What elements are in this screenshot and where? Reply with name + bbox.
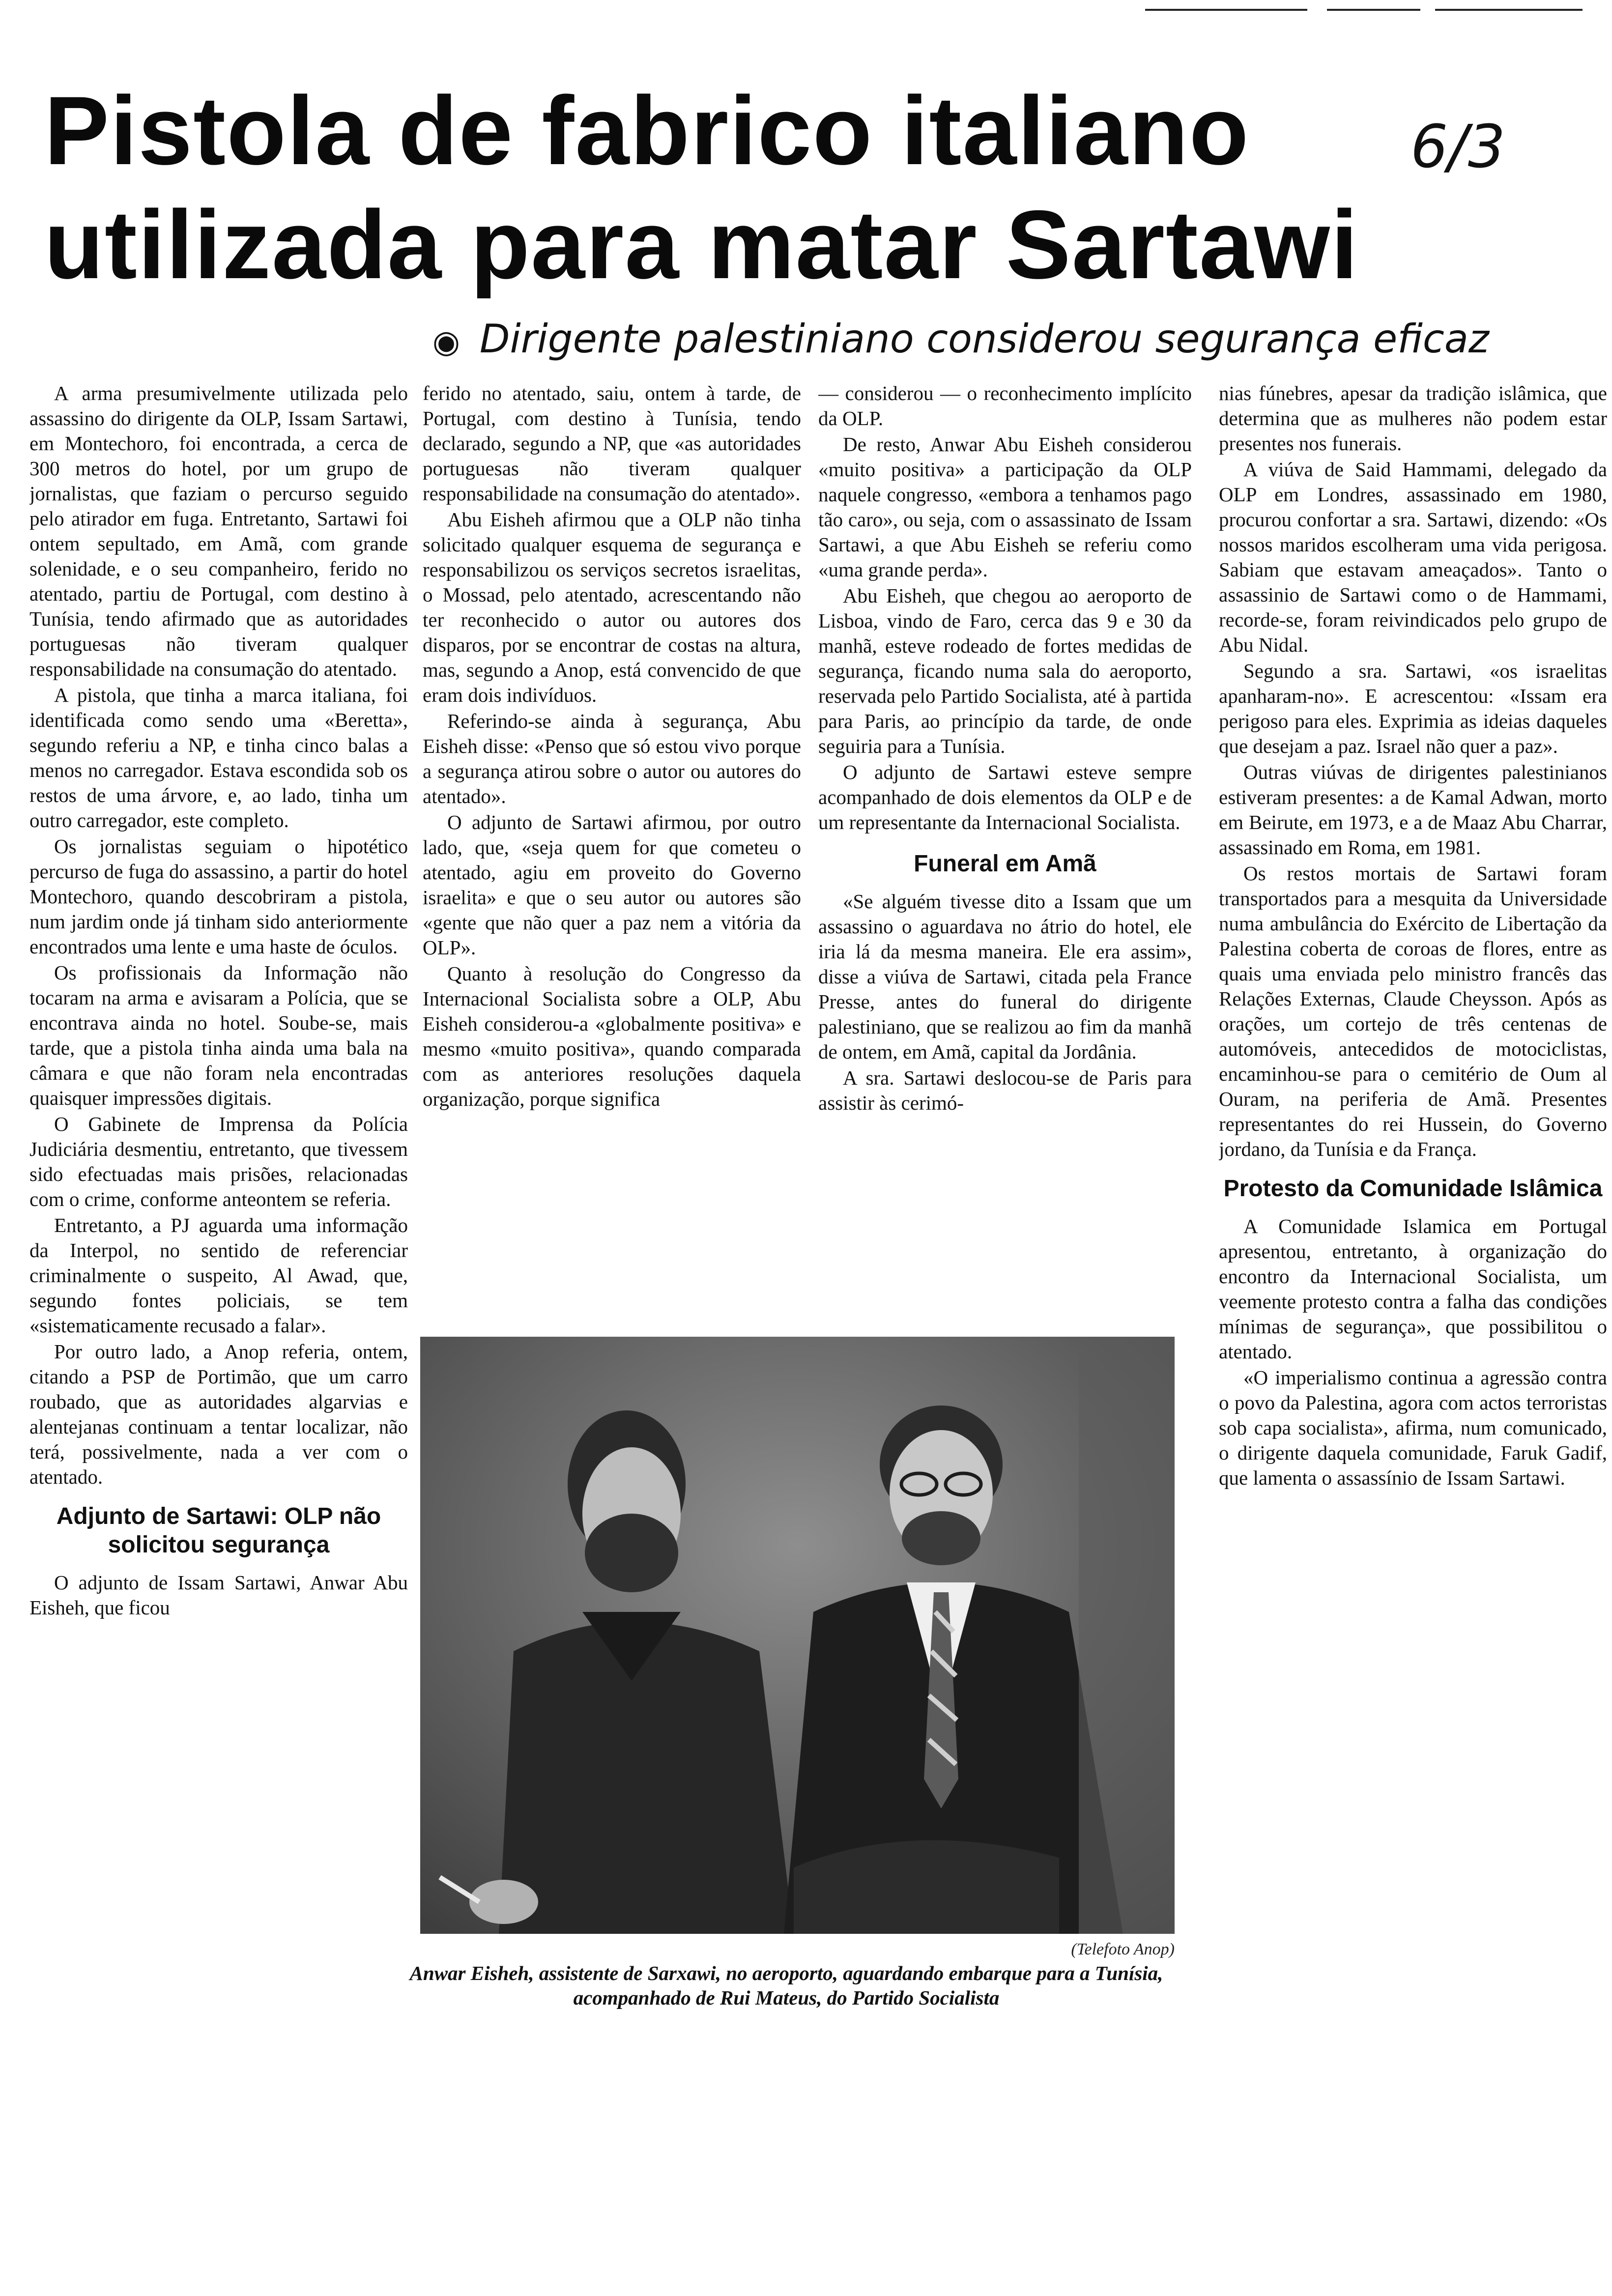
paragraph: Abu Eisheh, que chegou ao aeroporto de Lisboa, vindo de Faro, cerca das 9 e 30 da manhã, esteve rodeado de fortes medidas de segurança, ficando numa sala do aeroporto, reservada pelo Partido Socialista, até à partida para Paris, ao princípio da tarde, de onde seguiria para a Tunísia. (818, 584, 1192, 757)
paragraph: O adjunto de Sartawi esteve sempre acompanhado de dois elementos da OLP e de um representante da Internacional Socialista. (818, 761, 1192, 833)
article-column-1 (29, 381, 408, 2130)
paragraph: Entretanto, a PJ aguarda uma informação da Interpol, no sentido de referenciar criminalmente o suspeito, Al Awad, que, segundo fontes policiais, se tem «sistematicamente recusado a falar». (29, 1214, 408, 1337)
paragraph: A Comunidade Islamica em Portugal apresentou, entretanto, à organização do encontro da Internacional Socialista, um veemente protesto contra a falha das condições mínimas de segurança», que possibilitou o atentado. (1219, 1215, 1607, 1363)
top-rule (1435, 9, 1583, 11)
article-column-2 (423, 381, 801, 1324)
paragraph: De resto, Anwar Abu Eisheh considerou «muito positiva» a participação da OLP naquele congresso, «embora a tenhamos pago tão caro», ou seja, com o assassinato de Issam Sartawi, a que Abu Eisheh se referiu como «uma grande perda». (818, 433, 1192, 581)
section-heading: Protesto da Comunidade Islâmica (1223, 1176, 1603, 1202)
photo-credit: (Telefoto Anop) (1071, 1940, 1175, 1958)
subheadline-text: Dirigente palestiniano considerou segurança eficaz (479, 316, 1489, 362)
article-column-3 (818, 381, 1192, 1322)
handwritten-annotation: 6/3 (1410, 113, 1506, 181)
headline (44, 74, 1506, 302)
top-rule (1327, 9, 1420, 11)
section-heading: Funeral em Amã (914, 851, 1096, 877)
paragraph: Referindo-se ainda à segurança, Abu Eisheh disse: «Penso que só estou vivo porque a segurança atirou sobre o autor ou autores do atentado». (423, 710, 801, 807)
paragraph: O Gabinete de Imprensa da Polícia Judiciária desmentiu, entretanto, que tivessem sido efectuadas mais prisões, relacionadas com o crime, conforme anteontem se referia. (29, 1113, 408, 1210)
section-heading: Adjunto de Sartawi: OLP não solicitou segurança (56, 1503, 381, 1558)
paragraph: O adjunto de Sartawi afirmou, por outro lado, que, «seja quem for que cometeu o atentado, agiu em proveito do Governo israelita» e que o seu autor ou autores são «gente que não quer a paz nem a vitória da OLP». (423, 811, 801, 959)
paragraph: Por outro lado, a Anop referia, ontem, citando a PSP de Portimão, que um carro roubado, que as autoridades algarvias e alentejanas continuam a tentar localizar, não terá, possivelmente, nada a ver com o atentado. (29, 1340, 408, 1488)
photo-illustration (420, 1337, 1175, 1934)
paragraph: Os jornalistas seguiam o hipotético percurso de fuga do assassino, a partir do hotel Montechoro, quando descobriram a pistola, num jardim onde já tinham sido anteriormente encontrados uma lente e uma haste de óculos. (29, 835, 408, 958)
paragraph: — considerou — o reconhecimento implícito da OLP. (818, 382, 1192, 430)
paragraph: Abu Eisheh afirmou que a OLP não tinha solicitado qualquer esquema de segurança e responsabilizou os serviços secretos israelitas, o Mossad, pelo atentado, acrescentando não ter reconhecido o autor ou autores dos disparos, por se encontrar de costas na altura, mas, segundo a Anop, está convencido de que eram dois indivíduos. (423, 508, 801, 706)
paragraph: Quanto à resolução do Congresso da Internacional Socialista sobre a OLP, Abu Eisheh considerou-a «globalmente positiva» e mesmo «muito positiva», quando comparada com as anteriores resoluções daquela organização, porque significa (423, 962, 801, 1110)
article-column-4 (1219, 381, 1607, 2037)
headline-line-2: utilizada para matar Sartawi (44, 190, 1359, 299)
paragraph: A pistola, que tinha a marca italiana, foi identificada como sendo uma «Beretta», segundo referiu a NP, e tinha cinco balas a menos no carregador. Estava escondida sob os restos de uma árvore, e, ao lado, tinha um outro carregador, este completo. (29, 684, 408, 832)
headline-line-1: Pistola de fabrico italiano (44, 76, 1250, 185)
paragraph: ferido no atentado, saiu, ontem à tarde, de Portugal, com destino à Tunísia, tendo declarado, segundo a NP, que «as autoridades portuguesas não tiveram qualquer responsabilidade na consumação do atentado». (423, 382, 801, 505)
photo-caption: Anwar Eisheh, assistente de Sarxawi, no aeroporto, aguardando embarque para a Tunísia, acompanhado de Rui Mateus, do Partido Socialista (409, 1962, 1163, 2009)
paragraph: «Se alguém tivesse dito a Issam que um assassino o aguardava no átrio do hotel, ele iria lá da mesma maneira. Ele era assim», disse a viúva de Sartawi, citada pela France Presse, antes do funeral do dirigente palestiniano, que se realizou ao fim da manhã de ontem, em Amã, capital da Jordânia. (818, 890, 1192, 1063)
paragraph: Os restos mortais de Sartawi foram transportados para a mesquita da Universidade numa ambulância do Exército de Libertação da Palestina coberta de coroas de flores, entre as quais uma enviada pelo ministro francês das Relações Externas, Claude Cheysson. Após as orações, um cortejo de três centenas de automóveis, antecedidos de motociclistas, encaminhou-se para o cemitério de Oum al Ouram, na periferia de Amã. Presentes representantes do rei Hussein, do Governo jordano, da Tunísia e da França. (1219, 862, 1607, 1160)
subheadline (432, 315, 1489, 367)
paragraph: Segundo a sra. Sartawi, «os israelitas apanharam-no». E acrescentou: «Issam era perigoso para eles. Exprimia as ideias daqueles que desejam a paz. Israel não quer a paz». (1219, 660, 1607, 757)
paragraph: A arma presumivelmente utilizada pelo assassino do dirigente da OLP, Issam Sartawi, em Montechoro, foi encontrada, a cerca de 300 metros do hotel, por um grupo de jornalistas, que faziam o percurso seguido pelo atirador em fuga. Entretanto, Sartawi foi ontem sepultado, em Amã, com grande solenidade, e o seu companheiro, ferido no atentado, partiu de Portugal, com destino à Tunísia, tendo afirmado que as autoridades portuguesas não tiveram qualquer responsabilidade na consumação do atentado. (29, 382, 408, 680)
paragraph: «O imperialismo continua a agressão contra o povo da Palestina, agora com actos terroristas sob capa socialista», afirma, num comunicado, o dirigente daquela comunidade, Faruk Gadif, que lamenta o assassínio de Issam Sartawi. (1219, 1366, 1607, 1489)
paragraph: A sra. Sartawi deslocou-se de Paris para assistir às cerimó- (818, 1066, 1192, 1114)
paragraph: O adjunto de Issam Sartawi, Anwar Abu Eisheh, que ficou (29, 1571, 408, 1619)
paragraph: nias fúnebres, apesar da tradição islâmica, que determina que as mulheres não podem estar presentes nos funerais. (1219, 382, 1607, 455)
paragraph: Outras viúvas de dirigentes palestinianos estiveram presentes: a de Kamal Adwan, morto em Beirute, em 1973, e a de Maaz Abu Charrar, assassinado em Roma, em 1981. (1219, 761, 1607, 859)
news-photo (420, 1337, 1175, 1934)
bullet-icon: ◉ (432, 324, 460, 360)
paragraph: Os profissionais da Informação não tocaram na arma e avisaram a Polícia, que se encontrava ainda no hotel. Soube-se, mais tarde, que a pistola tinha ainda uma bala na câmara e que não foram nela encontradas quaisquer impressões digitais. (29, 961, 408, 1109)
paragraph: A viúva de Said Hammami, delegado da OLP em Londres, assassinado em 1980, procurou confortar a sra. Sartawi, dizendo: «Os nossos maridos escolheram uma vida perigosa. Sabiam que estavam ameaçados». Tanto o assassinio de Sartawi como o de Hammami, recorde-se, foram reivindicados pelo grupo de Abu Nidal. (1219, 458, 1607, 656)
top-rule (1145, 9, 1307, 11)
